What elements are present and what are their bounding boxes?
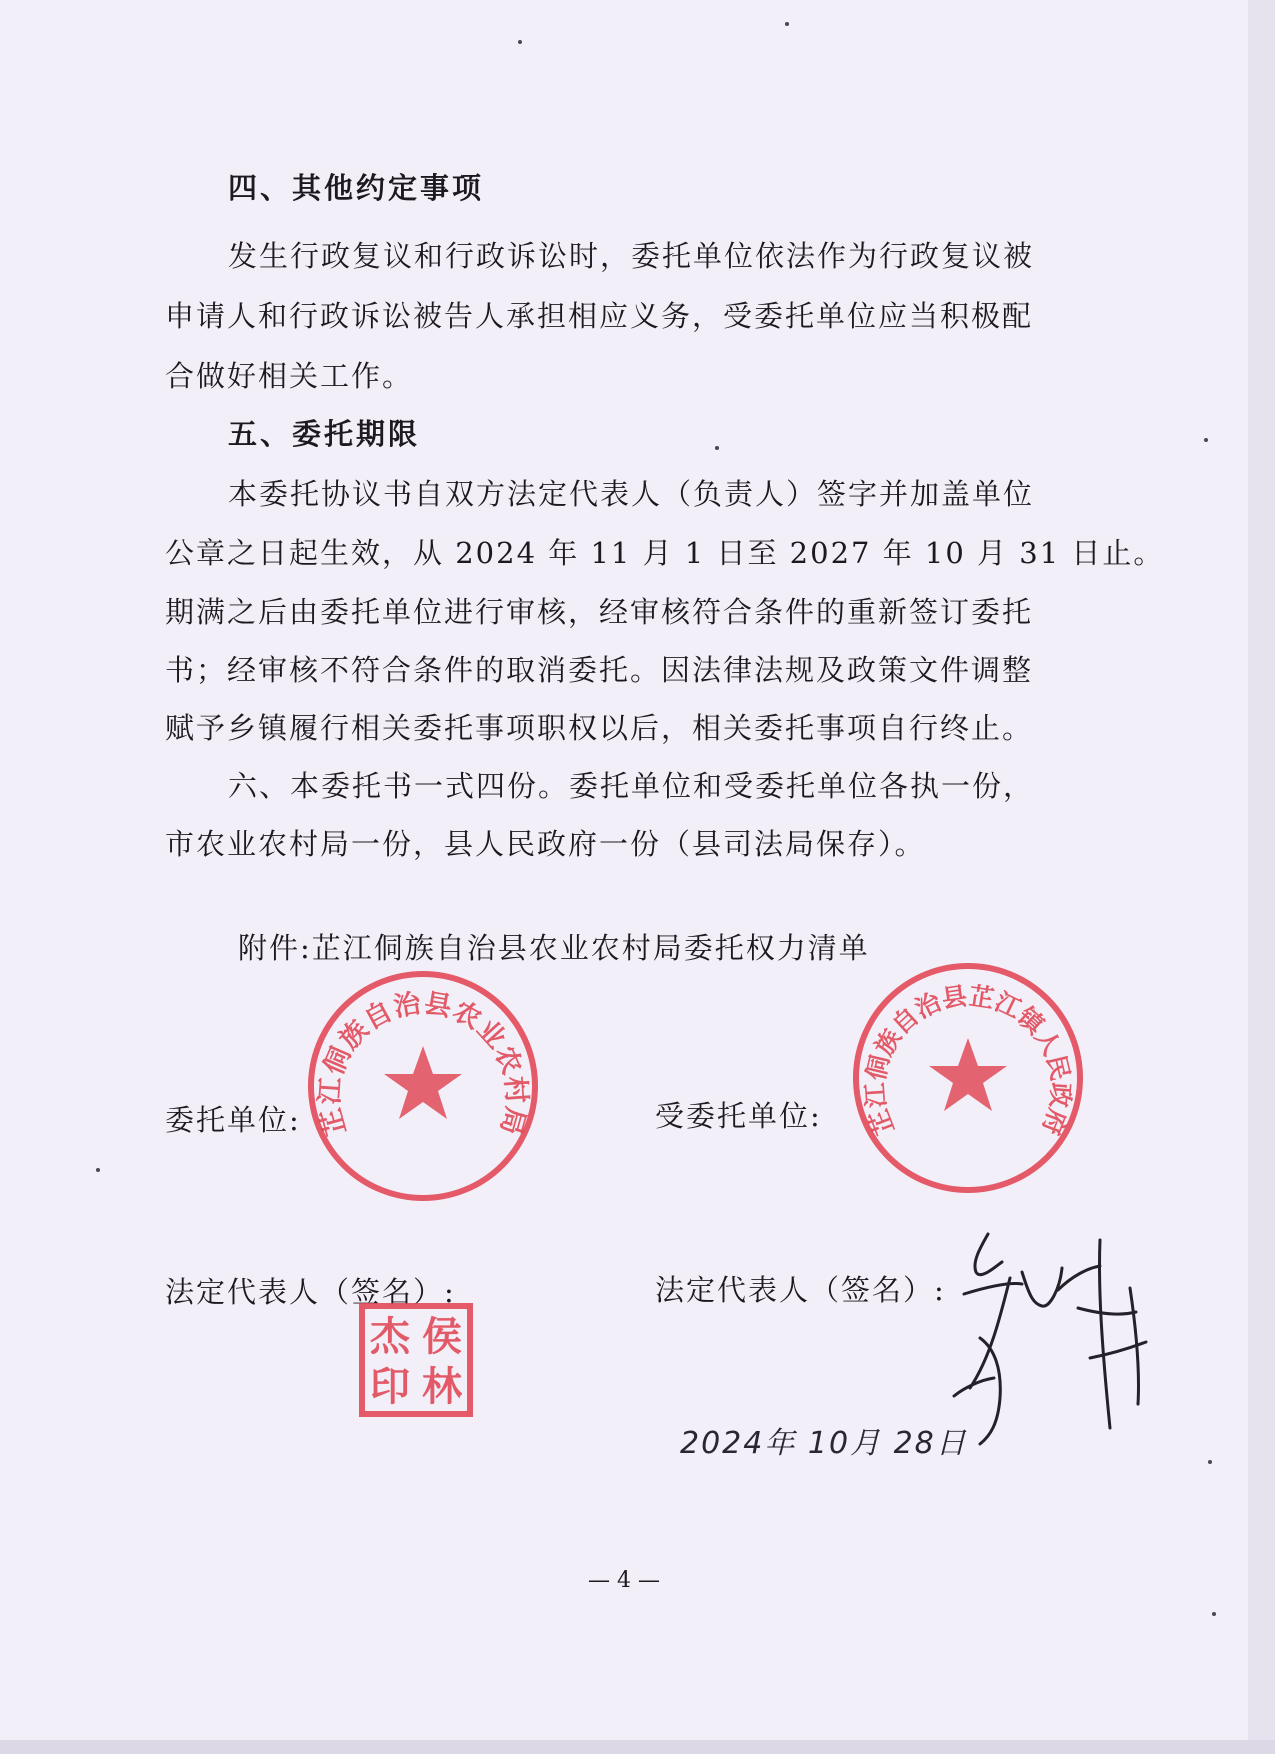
svg-text:侯: 侯 <box>422 1314 462 1360</box>
agent-rep-label: 法定代表人（签名）: <box>655 1273 946 1307</box>
svg-text:芷江侗族自治县农业农村局: 芷江侗族自治县农业农村局 <box>314 987 532 1139</box>
section-4-line-1: 发生行政复议和行政诉讼时，委托单位依法作为行政复议被 <box>228 239 1035 273</box>
section-5-line-3: 期满之后由委托单位进行审核，经审核符合条件的重新签订委托 <box>165 595 1034 629</box>
scan-speck <box>1204 438 1208 442</box>
personal-name-seal <box>358 1302 474 1418</box>
section-4-heading: 四、其他约定事项 <box>228 171 485 205</box>
section-4-line-2: 申请人和行政诉讼被告人承担相应义务，受委托单位应当积极配 <box>165 299 1034 333</box>
scan-right-margin <box>1248 0 1275 1754</box>
section-6-line-1: 六、本委托书一式四份。委托单位和受委托单位各执一份， <box>228 769 1035 803</box>
principal-official-seal <box>305 968 541 1204</box>
section-4-line-3: 合做好相关工作。 <box>165 359 414 393</box>
principal-label: 委托单位: <box>165 1103 301 1137</box>
agent-label: 受委托单位: <box>655 1099 822 1133</box>
handwritten-signature <box>950 1228 1160 1448</box>
scan-speck <box>96 1168 100 1172</box>
agent-official-seal <box>850 960 1086 1196</box>
scan-speck <box>715 446 719 450</box>
scan-speck <box>518 40 522 44</box>
section-6-line-2: 市农业农村局一份，县人民政府一份（县司法局保存）。 <box>165 827 926 861</box>
scan-speck <box>1208 1460 1212 1464</box>
svg-text:印: 印 <box>370 1364 410 1410</box>
scan-bottom-margin <box>0 1740 1275 1754</box>
section-5-line-2: 公章之日起生效，从 2024 年 11 月 1 日至 2027 年 10 月 31 日止。 <box>165 536 1165 570</box>
scan-speck <box>1212 1612 1216 1616</box>
svg-text:林: 林 <box>422 1364 462 1410</box>
signing-date: 2024年 10月 28日 <box>680 1426 968 1461</box>
svg-text:杰: 杰 <box>370 1314 410 1360</box>
section-5-line-4: 书；经审核不符合条件的取消委托。因法律法规及政策文件调整 <box>165 653 1034 687</box>
attachment-note: 附件:芷江侗族自治县农业农村局委托权力清单 <box>238 931 870 965</box>
scan-speck <box>785 22 789 26</box>
page-number: — 4 — <box>588 1568 660 1593</box>
svg-text:芷江侗族自治县芷江镇人民政府: 芷江侗族自治县芷江镇人民政府 <box>860 981 1076 1139</box>
section-5-heading: 五、委托期限 <box>228 417 421 451</box>
section-5-line-1: 本委托协议书自双方法定代表人（负责人）签字并加盖单位 <box>228 477 1035 511</box>
principal-rep-label: 法定代表人（签名）: <box>165 1275 456 1309</box>
section-5-line-5: 赋予乡镇履行相关委托事项职权以后，相关委托事项自行终止。 <box>165 711 1034 745</box>
